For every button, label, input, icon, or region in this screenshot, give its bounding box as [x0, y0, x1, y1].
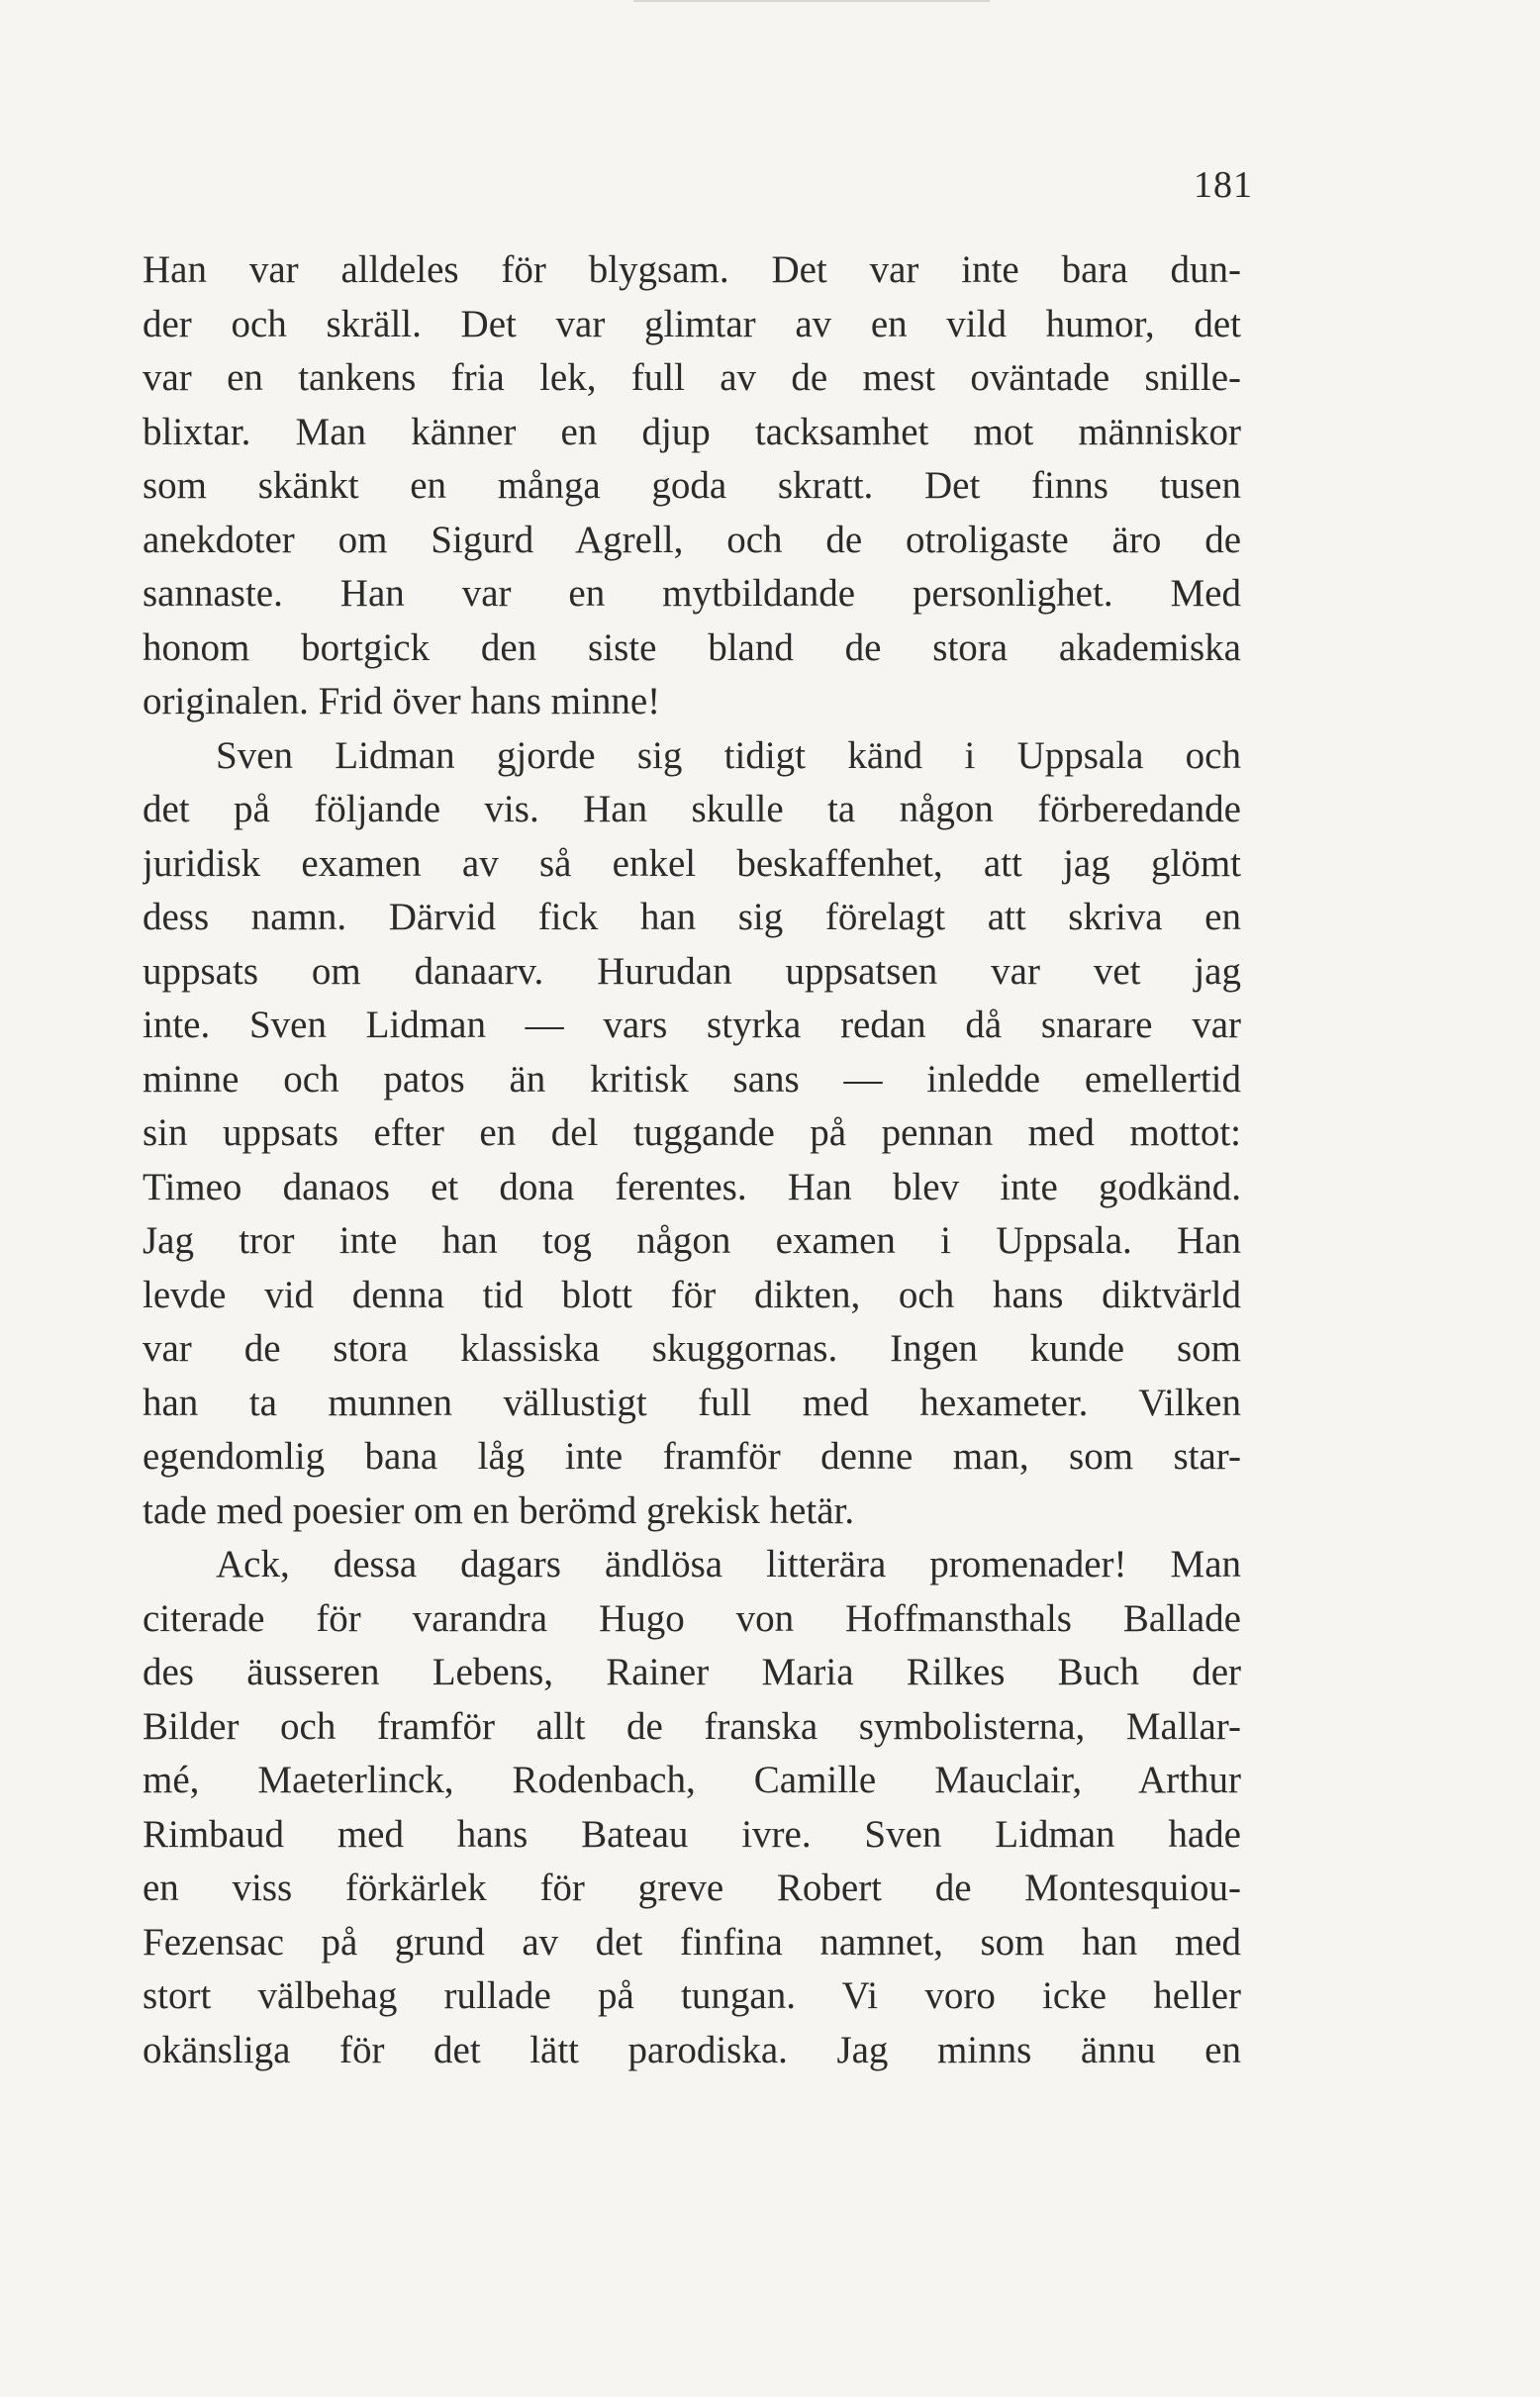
text-line: minne och patos än kritisk sans — inledde emellertid: [143, 1057, 1241, 1101]
text-line: der och skräll. Det var glimtar av en vild humor, det: [143, 302, 1241, 345]
text-line: Sven Lidman gjorde sig tidigt känd i Uppsala och: [216, 733, 1241, 777]
text-line: dess namn. Därvid fick han sig förelagt att skriva en: [143, 896, 1241, 938]
text-line: Ack, dessa dagars ändlösa litterära promenader! Man: [216, 1543, 1241, 1585]
text-line: Rimbaud med hans Bateau ivre. Sven Lidman hade: [143, 1812, 1241, 1856]
text-line: sin uppsats efter en del tuggande på pennan med mottot:: [143, 1111, 1241, 1154]
text-line: Han var alldeles för blygsam. Det var inte bara dun-: [143, 248, 1241, 291]
text-line: levde vid denna tid blott för dikten, och hans diktvärld: [143, 1273, 1241, 1316]
text-line: sannaste. Han var en mytbildande personlighet. Med: [143, 572, 1241, 615]
text-line: mé, Maeterlinck, Rodenbach, Camille Mauclair, Arthur: [143, 1759, 1241, 1801]
text-line: var en tankens fria lek, full av de mest oväntade snille-: [143, 356, 1241, 399]
text-line: des äusseren Lebens, Rainer Maria Rilkes Buch der: [143, 1651, 1241, 1693]
text-line: som skänkt en många goda skratt. Det finns tusen: [143, 464, 1241, 507]
text-line: honom bortgick den siste bland de stora akademiska: [143, 625, 1241, 669]
text-line: var de stora klassiska skuggornas. Ingen kunde som: [143, 1327, 1241, 1370]
body-text: [143, 243, 1241, 2077]
text-line: stort välbehag rullade på tungan. Vi voro icke heller: [143, 1974, 1241, 2017]
text-line: citerade för varandra Hugo von Hoffmansthals Ballade: [143, 1596, 1241, 1640]
text-line: han ta munnen vällustigt full med hexameter. Vilken: [143, 1381, 1241, 1424]
text-line: Timeo danaos et dona ferentes. Han blev inte godkänd.: [143, 1165, 1241, 1208]
text-line: originalen. Frid över hans minne!: [143, 680, 661, 722]
text-line: juridisk examen av så enkel beskaffenhet, att jag glömt: [143, 841, 1241, 885]
page-number: 181: [1194, 164, 1253, 206]
text-line: okänsliga för det lätt parodiska. Jag minns ännu en: [143, 2028, 1241, 2071]
text-line: blixtar. Man känner en djup tacksamhet mot människor: [143, 410, 1241, 453]
text-line: inte. Sven Lidman — vars styrka redan då snarare var: [143, 1004, 1241, 1046]
text-line: egendomlig bana låg inte framför denne man, som star-: [143, 1435, 1241, 1478]
text-line: Jag tror inte han tog någon examen i Uppsala. Han: [143, 1219, 1241, 1262]
text-line: tade med poesier om en berömd grekisk hetär.: [143, 1488, 855, 1532]
text-line: Bilder och framför allt de franska symbolisterna, Mallar-: [143, 1704, 1241, 1748]
text-line: Fezensac på grund av det finfina namnet, som han med: [143, 1920, 1241, 1964]
text-line: uppsats om danaarv. Hurudan uppsatsen var vet jag: [143, 949, 1241, 993]
text-line: anekdoter om Sigurd Agrell, och de otroligaste äro de: [143, 518, 1241, 561]
page-edge-line: [633, 0, 990, 2]
text-line: en viss förkärlek för greve Robert de Montesquiou-: [143, 1867, 1241, 1909]
text-line: det på följande vis. Han skulle ta någon förberedande: [143, 788, 1241, 830]
